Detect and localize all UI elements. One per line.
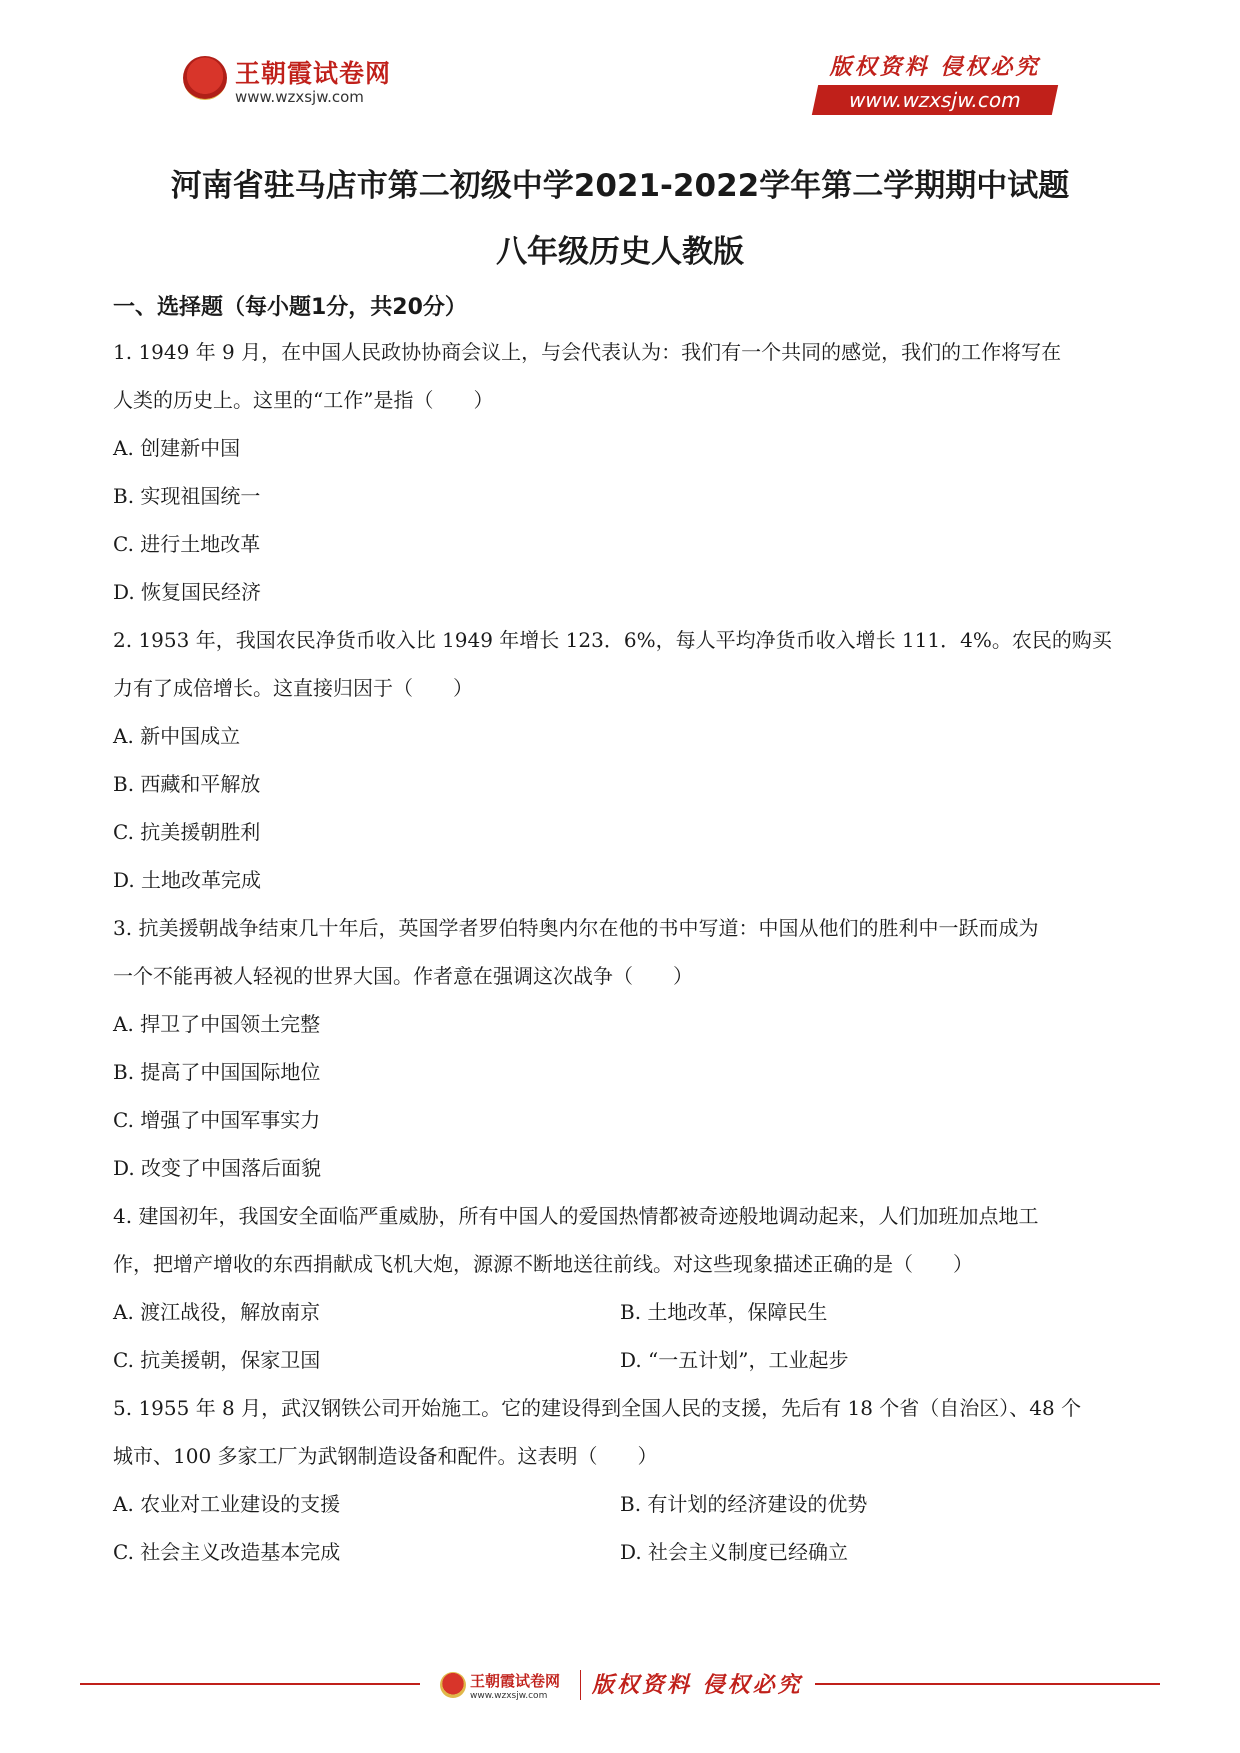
question-1-option-b: B. 实现祖国统一 [113, 484, 261, 508]
question-4-option-b: B. 土地改革，保障民生 [620, 1300, 828, 1324]
copyright-text: 版权资料 侵权必究 [829, 54, 1041, 80]
question-3-option-a: A. 捍卫了中国领土完整 [113, 1012, 321, 1036]
question-2-option-c: C. 抗美援朝胜利 [113, 820, 261, 844]
question-3-option-d: D. 改变了中国落后面貌 [113, 1156, 322, 1180]
question-5-option-c: C. 社会主义改造基本完成 [113, 1540, 341, 1564]
question-4-line-1: 4. 建国初年，我国安全面临严重威胁，所有中国人的爱国热情都被奇迹般地调动起来，人们加班加点地工 [113, 1204, 1039, 1228]
question-4-line-2: 作，把增产增收的东西捐献成飞机大炮，源源不断地送往前线。对这些现象描述正确的是（ ） [113, 1252, 973, 1276]
question-4-option-a: A. 渡江战役，解放南京 [113, 1300, 321, 1324]
section-heading: 一、选择题（每小题1分，共20分） [113, 295, 467, 320]
footer-logo-url: www.wzxsjw.com [470, 1691, 548, 1701]
question-1-option-c: C. 进行土地改革 [113, 532, 261, 556]
question-4-option-d: D. “一五计划”，工业起步 [620, 1348, 849, 1372]
footer-seal-icon [440, 1672, 466, 1698]
question-3-line-1: 3. 抗美援朝战争结束几十年后，英国学者罗伯特奥内尔在他的书中写道：中国从他们的胜利中一跃而成为 [113, 916, 1039, 940]
copyright-url[interactable]: www.wzxsjw.com [812, 85, 1058, 115]
seal-icon [183, 56, 227, 100]
copyright-badge [815, 50, 1055, 115]
question-2-option-d: D. 土地改革完成 [113, 868, 262, 892]
footer-divider-left [80, 1683, 420, 1685]
question-1-option-a: A. 创建新中国 [113, 436, 241, 460]
question-5-line-1: 5. 1955 年 8 月，武汉钢铁公司开始施工。它的建设得到全国人民的支援，先后有 18 个省（自治区）、48 个 [113, 1396, 1082, 1420]
exam-subtitle: 八年级历史人教版 [496, 234, 744, 270]
footer-copyright-text: 版权资料 侵权必究 [592, 1672, 803, 1698]
question-3-line-2: 一个不能再被人轻视的世界大国。作者意在强调这次战争（ ） [113, 964, 693, 988]
question-1-option-d: D. 恢复国民经济 [113, 580, 262, 604]
question-3-option-c: C. 增强了中国军事实力 [113, 1108, 321, 1132]
page-footer [0, 1660, 1240, 1710]
page-header [0, 0, 1240, 130]
question-4-option-c: C. 抗美援朝，保家卫国 [113, 1348, 321, 1372]
question-3-option-b: B. 提高了中国国际地位 [113, 1060, 321, 1084]
question-1-line-1: 1. 1949 年 9 月，在中国人民政协协商会议上，与会代表认为：我们有一个共同的感觉，我们的工作将写在 [113, 340, 1062, 364]
site-logo[interactable] [183, 50, 423, 120]
footer-separator [580, 1670, 581, 1700]
question-1-line-2: 人类的历史上。这里的“工作”是指（ ） [113, 388, 494, 412]
question-5-option-a: A. 农业对工业建设的支援 [113, 1492, 341, 1516]
footer-logo[interactable] [440, 1664, 590, 1706]
logo-name: 王朝霞试卷网 [235, 59, 392, 88]
question-5-line-2: 城市、100 多家工厂为武钢制造设备和配件。这表明（ ） [113, 1444, 658, 1468]
question-5-option-b: B. 有计划的经济建设的优势 [620, 1492, 868, 1516]
question-2-option-a: A. 新中国成立 [113, 724, 241, 748]
footer-logo-name: 王朝霞试卷网 [470, 1672, 561, 1690]
question-5-option-d: D. 社会主义制度已经确立 [620, 1540, 849, 1564]
question-2-option-b: B. 西藏和平解放 [113, 772, 261, 796]
question-2-line-1: 2. 1953 年，我国农民净货币收入比 1949 年增长 123．6%，每人平均净货币收入增长 111．4%。农民的购买 [113, 628, 1112, 652]
footer-divider-right [815, 1683, 1160, 1685]
exam-title: 河南省驻马店市第二初级中学2021-2022学年第二学期期中试题 [170, 168, 1070, 204]
logo-url: www.wzxsjw.com [235, 88, 364, 106]
question-2-line-2: 力有了成倍增长。这直接归因于（ ） [113, 676, 473, 700]
